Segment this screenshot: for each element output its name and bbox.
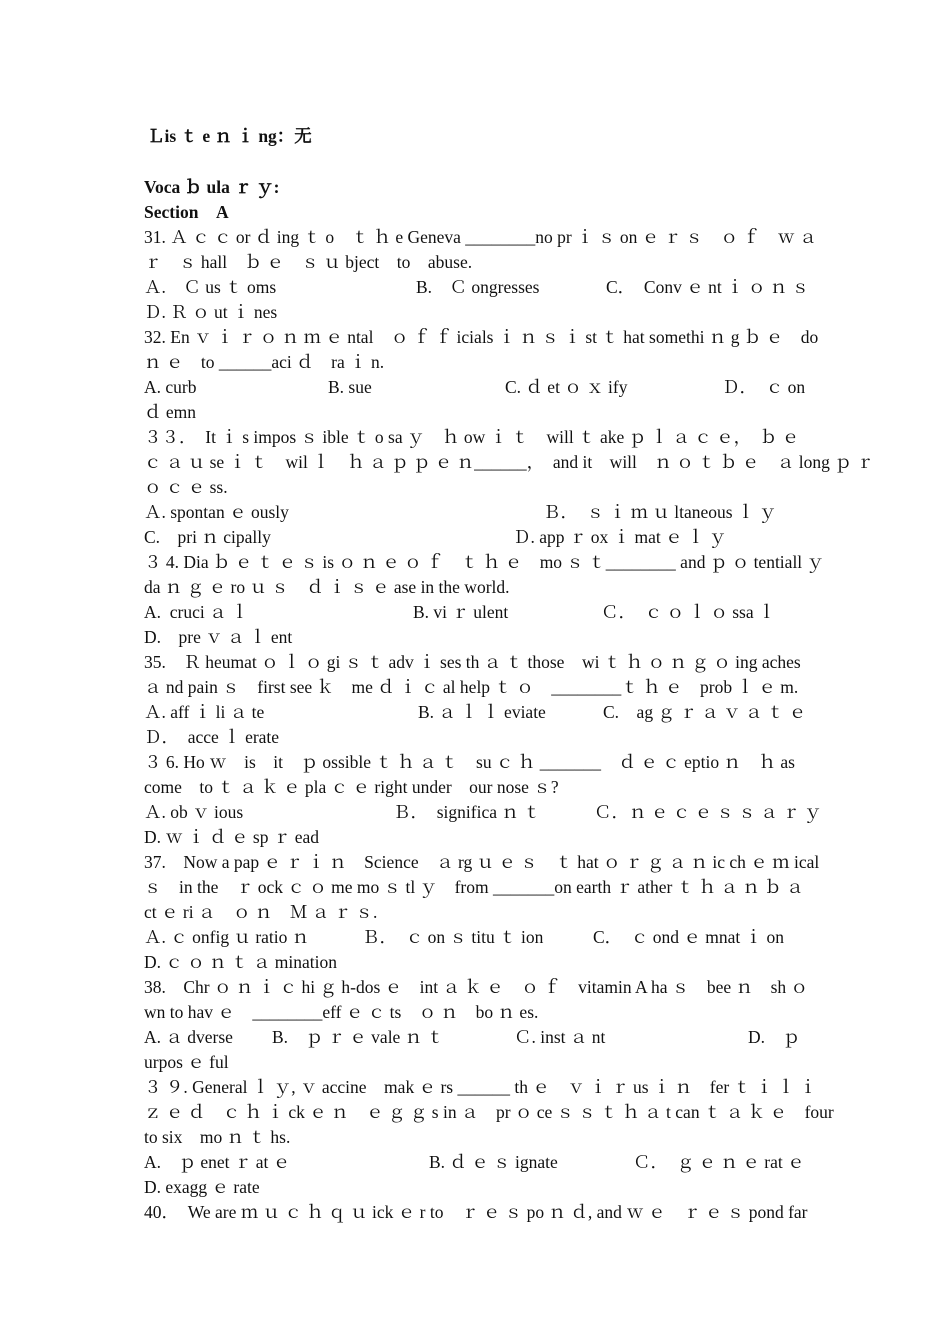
question-34-option-b: B. vi ｒ ulent [413,602,509,622]
question-37-option-d: D. ｃ ｏ ｎ ｔ ａ mination [144,952,337,972]
question-38-option-c: Ｃ. inst ａ nt [514,1027,606,1047]
question-31-option-d: Ｄ. Ｒ ｏ ut ｉ nes [144,302,278,322]
question-35-option-d: Ｄ． acce ｌ erate [144,727,280,747]
question-36-option-a: Ａ. ob ｖ ious [144,802,244,822]
question-34-stem-line-1: ３ 4. Dia ｂ ｅ ｔ ｅ ｓ is ｏ ｎ ｅ ｏ ｆ ｔ ｈ ｅ mo ｓ ｔ________ and ｐ ｏ tentiall ｙ [144,552,825,572]
question-34-option-c: Ｃ． ｃ ｏ ｌ ｏ ssa ｌ [601,602,776,622]
question-31-stem-line-1: 31. Ａ ｃ ｃ or ｄ ing ｔ o ｔ ｈ e Geneva ________no pr ｉ ｓ on ｅ ｒ ｓ ｏ ｆ ｗ ａ [144,227,817,247]
question-37-option-b: Ｂ． ｃ on ｓ titu ｔ ion [362,927,544,947]
question-33-stem-line-3: ｏ ｃ ｅ ss. [144,477,228,497]
question-33-stem-line-2: ｃ ａ ｕ se ｉ ｔ wil ｌ ｈ ａ ｐ ｐ ｅ ｎ______， and it will ｎ ｏ ｔ ｂ ｅ ａ long ｐ ｒ [144,452,874,472]
question-35-option-b: B. ａ ｌ ｌ eviate [418,702,546,722]
question-32-option-d-cont: ｄ emn [144,402,197,422]
question-35-option-a: Ａ. aff ｉ li ａ te [144,702,265,722]
question-34-stem-line-2: da ｎ ｇ ｅ ro ｕ ｓ ｄ ｉ ｓ ｅ ase in the world. [144,577,510,597]
question-39-option-a: A. ｐ enet ｒ at ｅ [144,1152,291,1172]
question-38-stem-line-2: wn to hav ｅ ________eff ｅ ｃ ts ｏ ｎ bo ｎ es. [144,1002,539,1022]
question-34-option-d: D. pre ｖ ａ ｌ ent [144,627,293,647]
question-36-option-d: D. ｗ ｉ ｄ ｅ sp ｒ ead [144,827,319,847]
question-36-option-b: Ｂ． significa ｎ ｔ [393,802,541,822]
listening-heading: Ｌis ｔ e ｎ ｉ ng：无 [147,126,312,146]
question-35-option-c: C. ag ｇ ｒ ａ ｖ ａ ｔ ｅ [603,702,807,722]
section-heading: Section A [144,202,229,222]
question-38-option-b: B. ｐ ｒ ｅ vale ｎ ｔ [272,1027,445,1047]
question-31-option-b: B. Ｃ ongresses [416,277,540,297]
question-33-option-b: Ｂ． ｓ ｉ ｍ ｕ ltaneous ｌ ｙ [543,502,777,522]
question-39-stem-line-1: ３ ９. General ｌ ｙ, ｖ accine mak ｅ rs ______ th ｅ ｖ ｉ ｒ us ｉ ｎ fer ｔ ｉ ｌ ｉ [144,1077,817,1097]
question-33-option-d: Ｄ. app ｒ ox ｉ mat ｅ ｌ ｙ [513,527,727,547]
question-37-option-a: Ａ. ｃ onfig ｕ ratio ｎ [144,927,310,947]
question-39-option-b: B. ｄ ｅ ｓ ignate [429,1152,558,1172]
question-37-stem-line-1: 37. Now a pap ｅ ｒ ｉ ｎ Science ａ rg ｕ ｅ ｓ ｔ hat ｏ ｒ ｇ ａ ｎ ic ch ｅ ｍ ical [144,852,820,872]
question-37-option-c: C． ｃ ond ｅ mnat ｉ on [593,927,785,947]
question-32-stem-line-2: ｎ ｅ to ______aci ｄ ra ｉ n. [144,352,385,372]
question-32-option-d: Ｄ． ｃ on [722,377,806,397]
question-36-stem-line-1: ３ 6. Ho ｗ is it ｐ ossible ｔ ｈ ａ ｔ su ｃ ｈ _______ ｄ ｅ ｃ eptio ｎ ｈ as [144,752,795,772]
question-34-option-a: A. cruci ａ ｌ [144,602,249,622]
question-31-option-c: C． Conv ｅ nt ｉ ｏ ｎ ｓ [606,277,810,297]
question-40-stem-line-1: 40． We are ｍ ｕ ｃ ｈ ｑ ｕ ick ｅ r to ｒ ｅ ｓ po ｎ ｄ, and ｗ ｅ ｒ ｅ ｓ pond far [144,1202,808,1222]
question-32-option-b: B. sue [328,377,372,397]
question-33-option-a: Ａ. spontan ｅ ously [144,502,289,522]
question-35-stem-line-1: 35. Ｒ heumat ｏ ｌ ｏ gi ｓ ｔ adv ｉ ses th ａ ｔ those wi ｔ ｈ ｏ ｎ ｇ ｏ ing aches [144,652,801,672]
question-36-option-c: Ｃ．ｎ ｅ ｃ ｅ ｓ ｓ ａ ｒ ｙ [594,802,822,822]
question-31-option-a: Ａ. Ｃ us ｔ oms [144,277,277,297]
question-35-stem-line-2: ａ nd pain ｓ first see ｋ me ｄ ｉ ｃ al help ｔ ｏ ________ｔ ｈ ｅ prob ｌ ｅ m. [144,677,799,697]
question-32-option-c: C. ｄ et ｏ ｘ ify [505,377,628,397]
question-37-stem-line-3: ct ｅ ri ａ ｏ ｎ Ｍ ａ ｒ ｓ. [144,902,378,922]
question-38-stem-line-1: 38. Chr ｏ ｎ ｉ ｃ hi ｇ h-dos ｅ int ａ ｋ ｅ ｏ ｆ vitamin A ha ｓ bee ｎ sh ｏ [144,977,809,997]
vocabulary-heading: Voca ｂ ula ｒ ｙ: [144,177,280,197]
question-37-stem-line-2: ｓ in the ｒ ock ｃ ｏ me mo ｓ tl ｙ from _______on earth ｒ ather ｔ ｈ ａ ｎ ｂ ａ [144,877,804,897]
question-33-option-c: C. pri ｎ cipally [144,527,271,547]
question-36-stem-line-2: come to ｔ ａ ｋ ｅ pla ｃ ｅ right under our nose ｓ? [144,777,559,797]
question-32-stem-line-1: 32. En ｖ ｉ ｒ ｏ ｎ ｍ ｅ ntal ｏ ｆ ｆ icials ｉ ｎ ｓ ｉ st ｔ hat somethi ｎ g ｂ ｅ do [144,327,819,347]
question-38-option-a: A. ａ dverse [144,1027,233,1047]
question-33-stem-line-1: ３３． It ｉ s impos ｓ ible ｔ o sa ｙ ｈ ow ｉ ｔ will ｔ ake ｐ ｌ ａ ｃ ｅ， ｂ ｅ [144,427,800,447]
question-31-stem-line-2: ｒ ｓ hall ｂ ｅ ｓ ｕ bject to abuse. [144,252,473,272]
question-38-option-d-cont: urpos ｅ ful [144,1052,229,1072]
question-39-stem-line-2: ｚ ｅ ｄ ｃ ｈ ｉ ck ｅ ｎ ｅ ｇ ｇ s in ａ pr ｏ ce ｓ ｓ ｔ ｈ ａ t can ｔ ａ ｋ ｅ four [144,1102,834,1122]
question-38-option-d: D. ｐ [748,1027,801,1047]
question-39-option-c: Ｃ． ｇ ｅ ｎ ｅ rat ｅ [633,1152,805,1172]
question-32-option-a: A. curb [144,377,197,397]
question-39-stem-line-3: to six mo ｎ ｔ hs. [144,1127,291,1147]
question-39-option-d: D. exagg ｅ rate [144,1177,260,1197]
